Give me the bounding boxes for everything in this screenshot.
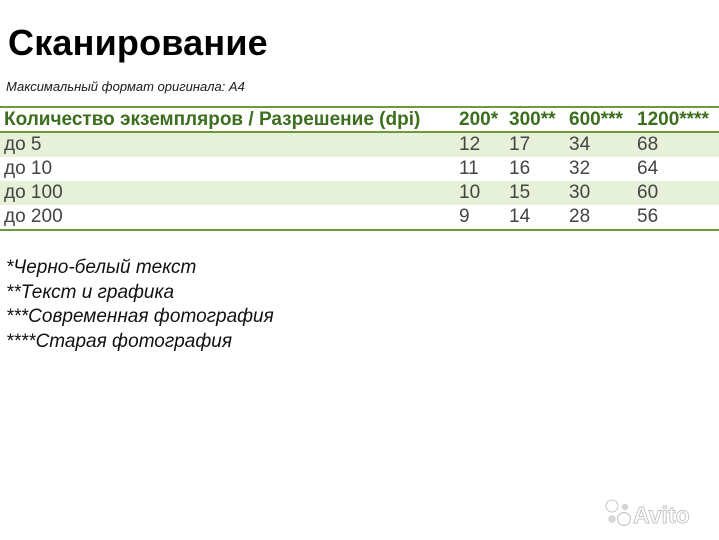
footnote-1200dpi: ****Старая фотография — [6, 330, 232, 352]
page-title: Сканирование — [8, 22, 268, 63]
footnote-600dpi: ***Современная фотография — [6, 306, 274, 327]
footnote-200dpi: *Черно-белый текст — [6, 257, 197, 278]
price-cell: 9 — [459, 206, 470, 227]
price-cell: 16 — [509, 158, 531, 179]
row-label: до 5 — [4, 134, 42, 155]
price-cell: 64 — [637, 158, 659, 179]
price-cell: 30 — [569, 182, 591, 203]
table-row — [0, 205, 719, 230]
price-cell: 14 — [509, 206, 531, 227]
price-cell: 11 — [459, 158, 479, 179]
footnotes — [6, 256, 274, 354]
price-cell: 12 — [459, 134, 481, 155]
price-cell: 28 — [569, 206, 591, 227]
price-cell: 68 — [637, 134, 659, 155]
watermark-text: Avito — [633, 502, 690, 528]
column-header-quantity: Количество экземпляров / Разрешение (dpi) — [4, 109, 421, 130]
avito-logo-icon — [603, 497, 707, 529]
column-header-1200dpi: 1200**** — [637, 109, 709, 130]
row-label: до 100 — [4, 182, 63, 203]
format-subtitle: Максимальный формат оригинала: А4 — [6, 79, 245, 94]
price-cell: 17 — [509, 134, 531, 155]
table-header-row — [0, 107, 719, 132]
avito-watermark — [603, 497, 707, 529]
table-row — [0, 157, 719, 181]
row-label: до 200 — [4, 206, 63, 227]
price-cell: 60 — [637, 182, 659, 203]
column-header-300dpi: 300** — [509, 109, 556, 130]
price-cell: 15 — [509, 182, 531, 203]
price-table — [0, 106, 719, 231]
row-label: до 10 — [4, 158, 53, 179]
column-header-600dpi: 600*** — [569, 109, 623, 130]
column-header-200dpi: 200* — [459, 109, 499, 130]
price-cell: 10 — [459, 182, 481, 203]
table-row — [0, 132, 719, 157]
footnote-300dpi: **Текст и графика — [6, 281, 175, 303]
price-cell: 56 — [637, 206, 659, 227]
price-cell: 34 — [569, 134, 591, 155]
table-row — [0, 181, 719, 205]
price-cell: 32 — [569, 158, 591, 179]
